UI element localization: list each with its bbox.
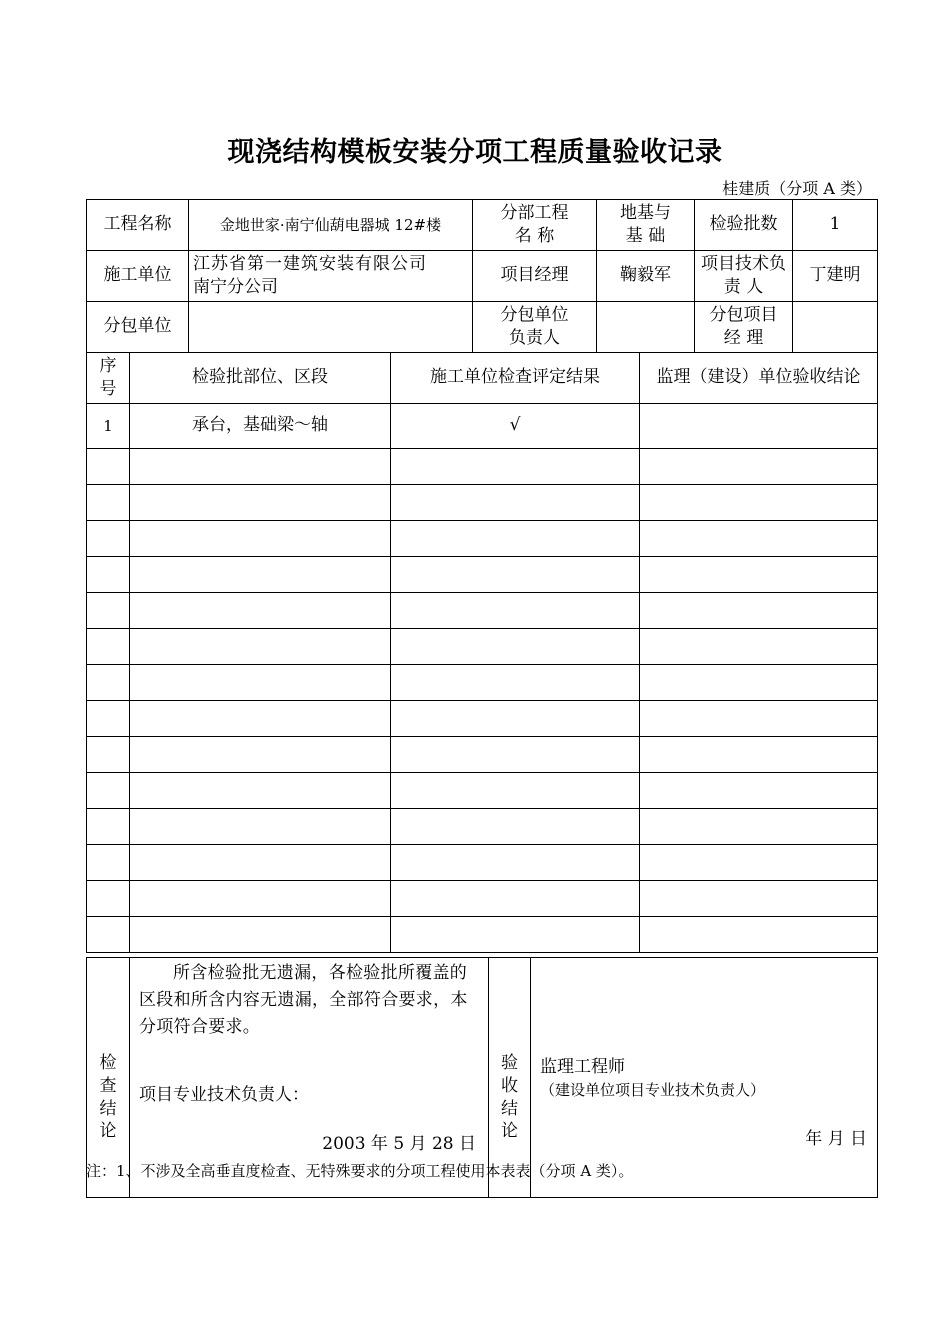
tech-lead-value: 丁建明 — [793, 251, 878, 302]
row-location: 承台，基础梁～轴 — [130, 404, 391, 449]
contractor-value: 江苏省第一建筑安装有限公司 南宁分公司 — [189, 251, 473, 302]
col-location-header: 检验批部位、区段 — [130, 353, 391, 404]
row-seq: 1 — [87, 404, 130, 449]
sub-pm-label: 分包项目 经 理 — [695, 302, 793, 353]
table-row — [87, 737, 878, 773]
batch-count-label: 检验批数 — [695, 200, 793, 251]
table-row — [87, 485, 878, 521]
project-name-value: 金地世家·南宁仙葫电器城 12#楼 — [189, 200, 473, 251]
table-row — [87, 521, 878, 557]
table-row — [87, 917, 878, 953]
table-row — [87, 557, 878, 593]
table-row — [87, 773, 878, 809]
project-manager-value: 鞠毅军 — [597, 251, 695, 302]
form-code: 桂建质（分项 A 类） — [722, 179, 872, 198]
sub-project-value: 地基与 基 础 — [597, 200, 695, 251]
project-manager-label: 项目经理 — [473, 251, 597, 302]
row-result: √ — [391, 404, 640, 449]
table-row — [87, 881, 878, 917]
subcontractor-value — [189, 302, 473, 353]
supervisor-engineer: 监理工程师 — [540, 1057, 625, 1077]
sub-pm-value — [793, 302, 878, 353]
tech-lead-label: 项目技术负 责 人 — [695, 251, 793, 302]
check-conclusion-label: 检 查 结 论 — [87, 958, 130, 1198]
supervisor-note: （建设单位项目专业技术负责人） — [540, 1081, 766, 1099]
table-row — [87, 665, 878, 701]
tech-lead-signature: 项目专业技术负责人： — [139, 1085, 309, 1105]
sub-lead-value — [597, 302, 695, 353]
table-row — [87, 449, 878, 485]
table-row — [87, 629, 878, 665]
records-table — [86, 352, 878, 953]
col-supervisor-result-header: 监理（建设）单位验收结论 — [640, 353, 878, 404]
check-date: 2003 年 5 月 28 日 — [322, 1134, 476, 1154]
subcontractor-label: 分包单位 — [87, 302, 189, 353]
contractor-label: 施工单位 — [87, 251, 189, 302]
acceptance-conclusion-label: 验 收 结 论 — [489, 958, 531, 1198]
table-row — [87, 701, 878, 737]
row-supervisor — [640, 404, 878, 449]
batch-count-value: 1 — [793, 200, 878, 251]
project-info-table — [86, 199, 878, 353]
table-row — [87, 593, 878, 629]
col-contractor-result-header: 施工单位检查评定结果 — [391, 353, 640, 404]
col-seq-header: 序 号 — [87, 353, 130, 404]
project-name-label: 工程名称 — [87, 200, 189, 251]
page-title: 现浇结构模板安装分项工程质量验收记录 — [227, 137, 723, 168]
table-row — [87, 809, 878, 845]
table-row — [87, 845, 878, 881]
acceptance-date: 年 月 日 — [805, 1129, 867, 1149]
check-conclusion-text: 所含检验批无遗漏，各检验批所覆盖的区段和所含内容无遗漏，全部符合要求，本分项符合要求。 — [139, 963, 468, 1037]
sub-lead-label: 分包单位 负责人 — [473, 302, 597, 353]
footnote: 注：1、不涉及全高垂直度检查、无特殊要求的分项工程使用本表表（分项 A 类）。 — [86, 1162, 634, 1180]
sub-project-label: 分部工程 名 称 — [473, 200, 597, 251]
